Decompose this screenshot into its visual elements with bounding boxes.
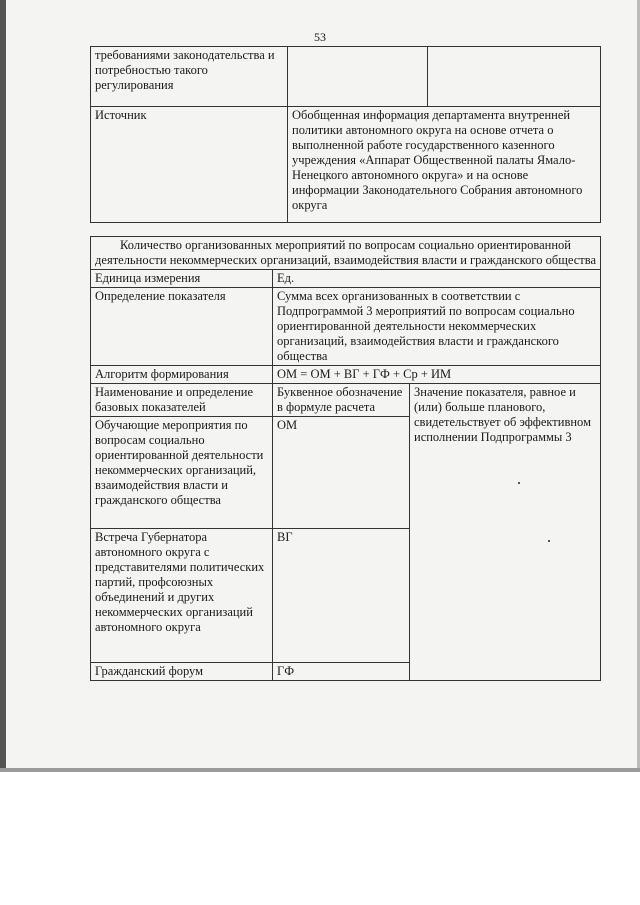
- scan-speck: [518, 482, 520, 484]
- source-text: Обобщенная информация департамента внутренней политики автономного округа на основе отчета о выполненной работе государственного казенного учреждения «Аппарат Общественной палаты Ямало-Ненецкого автономного округа» и на основе информации Законодательного Собрания автономного округа: [288, 107, 601, 223]
- empty-cell: [428, 47, 601, 107]
- base-indicator-name: Гражданский форум: [91, 663, 273, 681]
- interpretation-text: Значение показателя, равное и (или) больше планового, свидетельствует об эффективном исполнении Подпрограммы 3: [410, 384, 601, 681]
- base-indicator-symbol: ВГ: [273, 529, 410, 663]
- definition-value: Сумма всех организованных в соответствии с Подпрограммой 3 мероприятий по вопросам социально ориентированной деятельности некоммерческих организаций, взаимодействия власти и гражданского общества: [273, 288, 601, 366]
- algorithm-formula: ОМ = ОМ + ВГ + ГФ + Ср + ИМ: [273, 366, 601, 384]
- empty-cell: [288, 47, 428, 107]
- source-label: Источник: [91, 107, 288, 223]
- base-indicator-symbol: ОМ: [273, 417, 410, 529]
- base-indicator-name: Встреча Губернатора автономного округа с представителями политических партий, профсоюзных объединений и других некоммерческих организаций автономного округа: [91, 529, 273, 663]
- column-header-name: Наименование и определение базовых показателей: [91, 384, 273, 417]
- indicator-table: [90, 236, 601, 681]
- page-number: 53: [314, 30, 326, 44]
- indicator-title: Количество организованных мероприятий по вопросам социально ориентированной деятельности некоммерческих организаций, взаимодействия власти и гражданского общества: [91, 237, 601, 270]
- definition-label: Определение показателя: [91, 288, 273, 366]
- source-table: [90, 46, 601, 223]
- scan-speck: [548, 540, 550, 542]
- scan-bottom-edge: [0, 768, 640, 772]
- unit-value: Ед.: [273, 270, 601, 288]
- base-indicator-symbol: ГФ: [273, 663, 410, 681]
- column-header-symbol: Буквенное обозначение в формуле расчета: [273, 384, 410, 417]
- algorithm-label: Алгоритм формирования: [91, 366, 273, 384]
- base-indicator-name: Обучающие мероприятия по вопросам социально ориентированной деятельности некоммерческих организаций, взаимодействия власти и гражданского общества: [91, 417, 273, 529]
- continued-text: требованиями законодательства и потребностью такого регулирования: [91, 47, 288, 107]
- unit-label: Единица измерения: [91, 270, 273, 288]
